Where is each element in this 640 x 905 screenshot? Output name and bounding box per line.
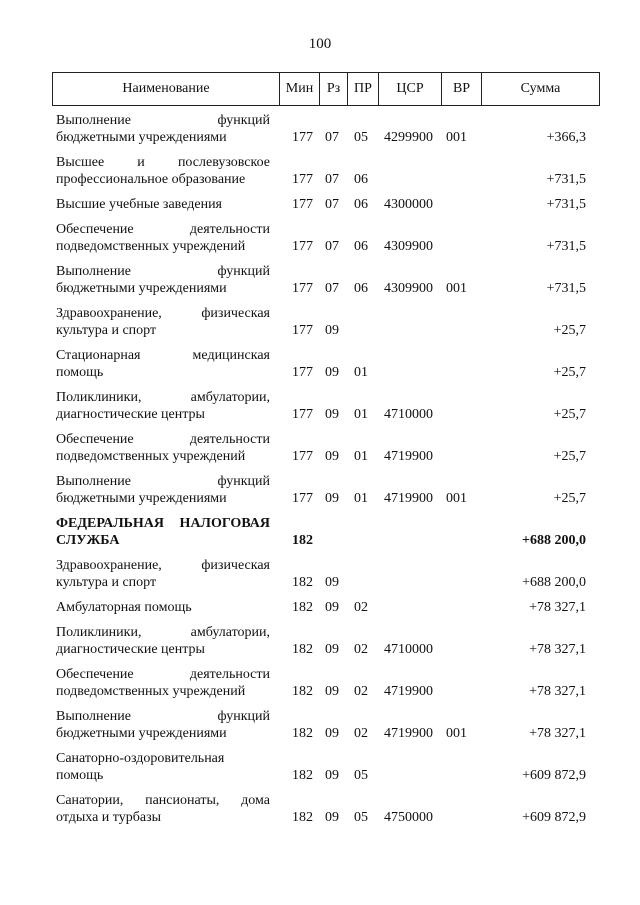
row-min: 182 <box>292 533 313 548</box>
table-row <box>56 305 596 339</box>
row-min: 177 <box>292 239 313 254</box>
row-name-line2: подведомственных учреждений <box>56 239 246 254</box>
row-min: 177 <box>292 323 313 338</box>
row-pr: 01 <box>354 449 368 464</box>
header-min: Мин <box>279 73 319 105</box>
row-name-line1: Здравоохранение, физическая <box>56 558 270 573</box>
row-sum: +78 327,1 <box>529 726 586 741</box>
row-name-line1: Высшее и послевузовское <box>56 155 270 170</box>
row-rz: 09 <box>325 575 339 590</box>
row-sum: +731,5 <box>546 239 586 254</box>
row-name-line1: Выполнение функций <box>56 264 270 279</box>
row-sum: +609 872,9 <box>522 810 586 825</box>
row-name-line2: диагностические центры <box>56 642 205 657</box>
row-min: 182 <box>292 768 313 783</box>
row-vr: 001 <box>446 130 467 145</box>
row-name-line1: Санатории, пансионаты, дома <box>56 793 270 808</box>
row-name-line1: Выполнение функций <box>56 709 270 724</box>
row-sum: +25,7 <box>553 449 586 464</box>
row-rz: 09 <box>325 407 339 422</box>
row-name <box>56 750 270 784</box>
row-pr: 05 <box>354 768 368 783</box>
row-pr: 02 <box>354 684 368 699</box>
row-rz: 07 <box>325 281 339 296</box>
row-pr: 02 <box>354 726 368 741</box>
row-pr: 06 <box>354 172 368 187</box>
table-row <box>56 750 596 784</box>
row-sum: +688 200,0 <box>522 533 586 548</box>
header-csr: ЦСР <box>378 73 441 105</box>
row-name <box>56 196 270 213</box>
row-name-line2: профессиональное образование <box>56 172 246 187</box>
row-pr: 01 <box>354 407 368 422</box>
row-rz: 07 <box>325 130 339 145</box>
row-pr: 05 <box>354 130 368 145</box>
row-name-line2: бюджетными учреждениями <box>56 726 227 741</box>
header-name: Наименование <box>122 81 210 96</box>
row-name <box>56 624 270 658</box>
row-pr: 02 <box>354 642 368 657</box>
row-name <box>56 154 270 188</box>
row-pr: 02 <box>354 600 368 615</box>
row-min: 182 <box>292 726 313 741</box>
row-min: 182 <box>292 575 313 590</box>
table-header <box>52 72 600 106</box>
row-rz: 09 <box>325 449 339 464</box>
row-pr: 05 <box>354 810 368 825</box>
header-sum: Сумма <box>481 73 599 105</box>
row-name-line2: бюджетными учреждениями <box>56 491 227 506</box>
row-name <box>56 112 270 146</box>
row-name-line2: отдыха и турбазы <box>56 810 162 825</box>
table-row <box>56 708 596 742</box>
row-rz: 07 <box>325 239 339 254</box>
row-sum: +25,7 <box>553 365 586 380</box>
row-rz: 07 <box>325 197 339 212</box>
row-name-line1: Санаторно-оздоровительная <box>56 751 225 766</box>
row-name-line2: Амбулаторная помощь <box>56 600 192 615</box>
row-rz: 09 <box>325 726 339 741</box>
row-name <box>56 263 270 297</box>
row-name-line2: помощь <box>56 365 104 380</box>
table-body <box>56 112 596 834</box>
table-row <box>56 473 596 507</box>
header-pr: ПР <box>347 73 378 105</box>
row-name-line1: Здравоохранение, физическая <box>56 306 270 321</box>
table-row <box>56 347 596 381</box>
row-name <box>56 599 270 616</box>
row-sum: +78 327,1 <box>529 600 586 615</box>
row-name <box>56 221 270 255</box>
row-pr: 06 <box>354 197 368 212</box>
table-row <box>56 624 596 658</box>
table-row <box>56 792 596 826</box>
row-min: 177 <box>292 130 313 145</box>
row-min: 177 <box>292 365 313 380</box>
row-name-line1: Поликлиники, амбулатории, <box>56 625 270 640</box>
row-name <box>56 431 270 465</box>
row-name-line2: Высшие учебные заведения <box>56 197 222 212</box>
row-name-line2: помощь <box>56 768 104 783</box>
table-row <box>56 263 596 297</box>
table-row <box>56 389 596 423</box>
row-sum: +25,7 <box>553 323 586 338</box>
row-name-line2: диагностические центры <box>56 407 205 422</box>
row-csr: 4719900 <box>384 449 433 464</box>
row-name-line2: культура и спорт <box>56 323 157 338</box>
row-min: 177 <box>292 449 313 464</box>
row-rz: 09 <box>325 600 339 615</box>
row-sum: +366,3 <box>546 130 586 145</box>
row-name-line2: бюджетными учреждениями <box>56 281 227 296</box>
row-csr: 4719900 <box>384 491 433 506</box>
row-sum: +688 200,0 <box>522 575 586 590</box>
row-name-line1: Обеспечение деятельности <box>56 222 270 237</box>
row-rz: 09 <box>325 684 339 699</box>
row-sum: +731,5 <box>546 281 586 296</box>
row-name-line2: СЛУЖБА <box>56 533 120 548</box>
row-name <box>56 666 270 700</box>
header-vr: ВР <box>441 73 481 105</box>
row-name-line1: Выполнение функций <box>56 474 270 489</box>
table-row <box>56 196 596 213</box>
row-rz: 07 <box>325 172 339 187</box>
row-sum: +609 872,9 <box>522 768 586 783</box>
row-pr: 06 <box>354 239 368 254</box>
table-row <box>56 515 596 549</box>
row-min: 177 <box>292 197 313 212</box>
row-vr: 001 <box>446 726 467 741</box>
row-name-line2: культура и спорт <box>56 575 157 590</box>
row-rz: 09 <box>325 810 339 825</box>
row-min: 182 <box>292 684 313 699</box>
row-rz: 09 <box>325 365 339 380</box>
table-row <box>56 599 596 616</box>
row-sum: +25,7 <box>553 407 586 422</box>
row-name <box>56 305 270 339</box>
row-pr: 01 <box>354 365 368 380</box>
row-csr: 4710000 <box>384 407 433 422</box>
row-min: 182 <box>292 642 313 657</box>
row-vr: 001 <box>446 281 467 296</box>
row-csr: 4309900 <box>384 281 433 296</box>
row-name-line2: подведомственных учреждений <box>56 449 246 464</box>
row-min: 177 <box>292 491 313 506</box>
row-sum: +731,5 <box>546 172 586 187</box>
row-min: 177 <box>292 407 313 422</box>
header-rz: Рз <box>319 73 347 105</box>
row-name-line1: Поликлиники, амбулатории, <box>56 390 270 405</box>
table-row <box>56 221 596 255</box>
row-name <box>56 347 270 381</box>
row-sum: +78 327,1 <box>529 642 586 657</box>
row-name-line1: Стационарная медицинская <box>56 348 270 363</box>
row-name-line1: Выполнение функций <box>56 113 270 128</box>
row-min: 182 <box>292 810 313 825</box>
row-rz: 09 <box>325 491 339 506</box>
row-name-line1: Обеспечение деятельности <box>56 667 270 682</box>
row-sum: +25,7 <box>553 491 586 506</box>
row-name <box>56 473 270 507</box>
row-name-line1: Обеспечение деятельности <box>56 432 270 447</box>
row-name <box>56 708 270 742</box>
row-sum: +78 327,1 <box>529 684 586 699</box>
row-csr: 4750000 <box>384 810 433 825</box>
table-row <box>56 431 596 465</box>
row-pr: 06 <box>354 281 368 296</box>
table-row <box>56 557 596 591</box>
row-vr: 001 <box>446 491 467 506</box>
table-row <box>56 112 596 146</box>
row-min: 177 <box>292 281 313 296</box>
row-csr: 4300000 <box>384 197 433 212</box>
row-csr: 4719900 <box>384 684 433 699</box>
row-name <box>56 389 270 423</box>
row-rz: 09 <box>325 642 339 657</box>
row-name-line2: бюджетными учреждениями <box>56 130 227 145</box>
row-csr: 4710000 <box>384 642 433 657</box>
row-csr: 4299900 <box>384 130 433 145</box>
row-rz: 09 <box>325 768 339 783</box>
row-csr: 4309900 <box>384 239 433 254</box>
row-name <box>56 515 270 549</box>
row-sum: +731,5 <box>546 197 586 212</box>
row-min: 182 <box>292 600 313 615</box>
row-min: 177 <box>292 172 313 187</box>
table-row <box>56 154 596 188</box>
row-name-line1: ФЕДЕРАЛЬНАЯ НАЛОГОВАЯ <box>56 516 270 531</box>
row-csr: 4719900 <box>384 726 433 741</box>
page-number: 100 <box>308 36 332 52</box>
row-pr: 01 <box>354 491 368 506</box>
row-name <box>56 792 270 826</box>
row-name <box>56 557 270 591</box>
table-row <box>56 666 596 700</box>
row-rz: 09 <box>325 323 339 338</box>
row-name-line2: подведомственных учреждений <box>56 684 246 699</box>
